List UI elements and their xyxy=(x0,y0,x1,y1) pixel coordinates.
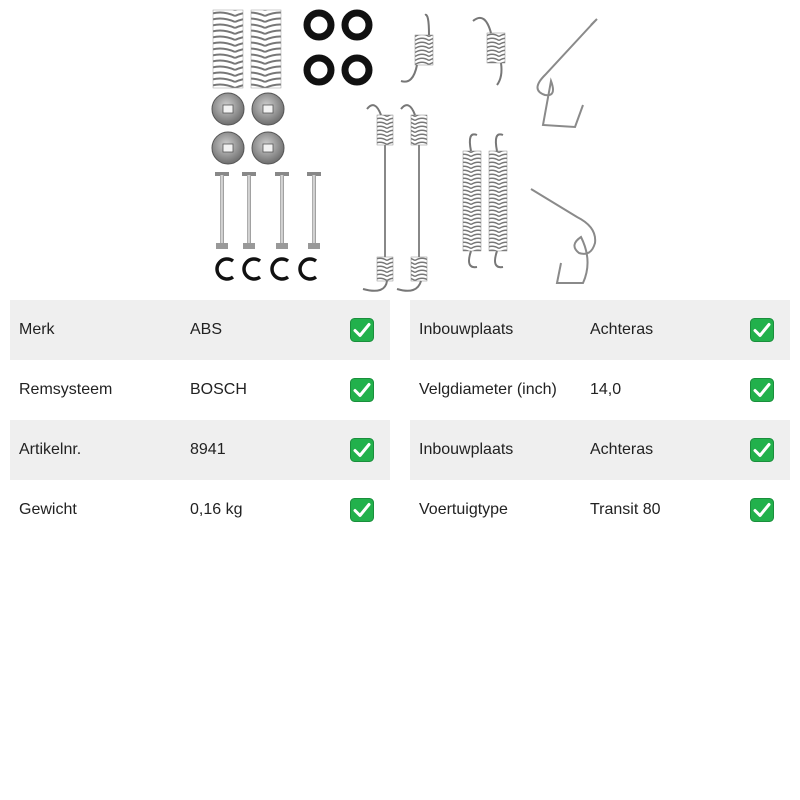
spec-value: Achteras xyxy=(590,441,654,458)
check-icon xyxy=(750,498,774,522)
spec-row-voertuigtype xyxy=(410,480,790,540)
spec-value: BOSCH xyxy=(190,381,247,398)
e-clip-group xyxy=(217,259,316,279)
spec-row-merk xyxy=(10,300,390,360)
spec-value: Achteras xyxy=(590,321,654,338)
check-icon xyxy=(350,498,374,522)
return-spring-group xyxy=(363,105,507,291)
spec-label: Gewicht xyxy=(19,501,77,518)
compression-spring-group xyxy=(213,10,281,88)
wire-spring-group xyxy=(531,19,597,283)
hold-down-pin-group xyxy=(215,172,321,249)
rubber-ring-group xyxy=(307,13,369,82)
spec-value: 8941 xyxy=(190,441,226,458)
spec-row-remsysteem xyxy=(10,360,390,420)
spec-value: ABS xyxy=(190,321,223,338)
spec-row-velgdiameter xyxy=(410,360,790,420)
check-icon xyxy=(350,438,374,462)
spring-cup-group xyxy=(212,93,284,164)
spec-value: Transit 80 xyxy=(590,501,661,518)
check-icon xyxy=(350,378,374,402)
spec-label: Merk xyxy=(19,321,55,338)
spec-label: Inbouwplaats xyxy=(419,441,514,458)
spec-label: Inbouwplaats xyxy=(419,321,514,338)
spec-table-right xyxy=(410,300,790,540)
spec-label: Velgdiameter (inch) xyxy=(419,381,557,398)
check-icon xyxy=(750,378,774,402)
check-icon xyxy=(350,318,374,342)
spec-row-inbouwplaats-2 xyxy=(410,420,790,480)
product-image xyxy=(205,5,605,295)
spec-row-artikelnr xyxy=(10,420,390,480)
spec-value: 0,16 kg xyxy=(190,501,243,518)
spec-value: 14,0 xyxy=(590,381,622,398)
check-icon xyxy=(750,318,774,342)
spec-label: Remsysteem xyxy=(19,381,113,398)
spec-label: Artikelnr. xyxy=(19,441,82,458)
spec-row-gewicht xyxy=(10,480,390,540)
spec-row-inbouwplaats xyxy=(410,300,790,360)
spec-table-left xyxy=(10,300,390,540)
check-icon xyxy=(750,438,774,462)
spec-label: Voertuigtype xyxy=(419,501,508,518)
hook-spring-group xyxy=(401,15,505,85)
